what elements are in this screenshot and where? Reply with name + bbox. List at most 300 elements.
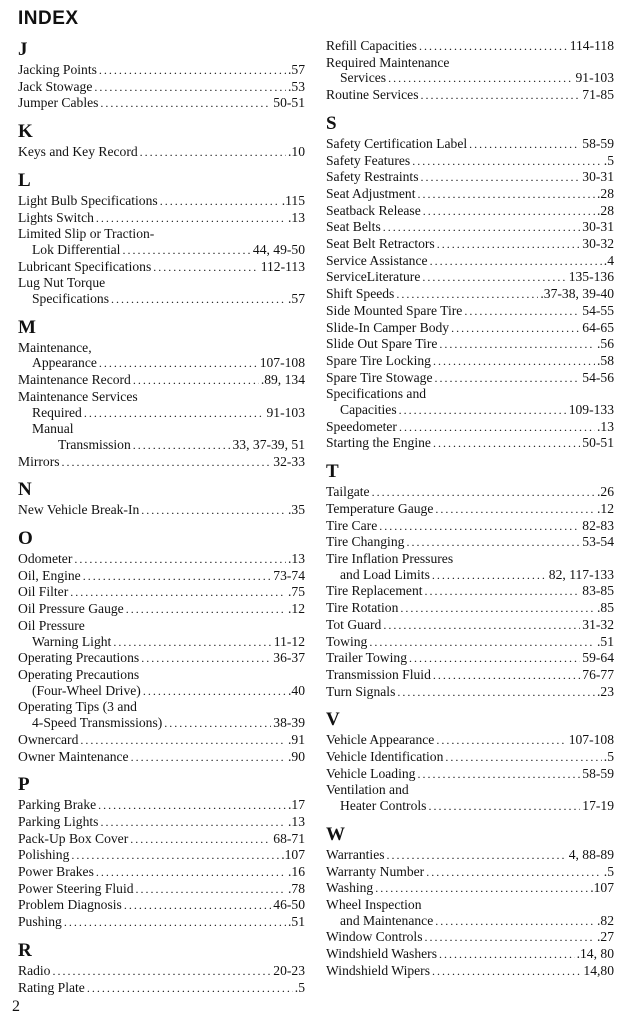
leader-dots [83,569,272,585]
index-entry [326,55,614,71]
entry-page-ref: .58 [597,352,614,368]
section-letter: K [18,121,33,143]
leader-dots [62,455,272,471]
entry-topic: Warranty Number [326,863,425,879]
leader-dots [433,668,580,684]
entry-page-ref: .51 [288,914,305,930]
entry-topic: Operating Precautions [18,650,140,666]
index-entry [326,320,614,337]
index-entry [326,782,614,798]
entry-topic: Lubricant Specifications [18,258,152,274]
entry-page-ref: 46-50 [273,897,305,913]
index-entry [326,353,614,370]
leader-dots [439,337,595,353]
section-letter: W [326,823,345,845]
entry-topic: Washing [326,880,374,896]
index-entry [326,169,614,186]
index-entry [18,226,305,242]
leader-dots [399,420,595,436]
index-entry [18,193,305,210]
entry-page-ref: 50-51 [582,435,614,451]
index-entry [326,370,614,387]
leader-dots [436,733,566,749]
leader-dots [52,964,271,980]
index-entry [326,946,614,963]
entry-topic: Wheel Inspection [326,896,422,912]
leader-dots [113,635,271,651]
entry-page-ref: .14, 80 [576,946,614,962]
leader-dots [143,684,286,700]
entry-topic: Tailgate [326,484,370,500]
entry-page-ref: .5 [603,152,614,168]
index-entry [18,814,305,831]
leader-dots [435,502,595,518]
entry-topic: Oil Pressure [18,617,85,633]
entry-topic: Maintenance Record [18,372,131,388]
leader-dots [437,237,581,253]
index-entry [18,584,305,601]
entry-topic: Maintenance, [18,339,92,355]
leader-dots [425,930,596,946]
entry-page-ref: 112-113 [260,258,305,274]
index-entry [18,551,305,568]
entry-topic: Appearance [32,355,97,371]
index-entry [326,419,614,436]
entry-topic: Specifications and [326,386,427,402]
entry-page-ref: 20-23 [273,962,305,978]
index-entry [326,913,614,930]
entry-page-ref: .35 [288,502,305,518]
index-entry [326,583,614,600]
index-entry [18,897,305,914]
entry-page-ref: .57 [288,291,305,307]
entry-topic: Manual [32,421,74,437]
leader-dots [421,88,581,104]
leader-dots [379,519,580,535]
index-entry [18,667,305,683]
index-entry [18,881,305,898]
leader-dots [96,211,286,227]
index-entry [326,749,614,766]
index-entry [326,963,614,980]
index-entry [18,421,305,437]
entry-page-ref: .5 [603,863,614,879]
entry-topic: Seat Adjustment [326,185,416,201]
leader-dots [70,585,286,601]
index-entry [18,980,305,997]
entry-topic: Service Assistance [326,252,428,268]
index-entry [326,303,614,320]
index-section [18,169,305,308]
entry-page-ref: 11-12 [273,633,305,649]
entry-page-ref: 50-51 [273,95,305,111]
index-entry [18,340,305,356]
leader-dots [100,96,271,112]
leader-dots [399,403,567,419]
index-entry [326,219,614,236]
index-entry [326,236,614,253]
entry-page-ref: .40 [288,682,305,698]
index-section [18,120,305,161]
leader-dots [400,601,595,617]
leader-dots [421,170,581,186]
section-letter: N [18,479,32,501]
entry-page-ref: .4 [603,252,614,268]
index-entry [18,210,305,227]
entry-topic: Windshield Washers [326,946,437,962]
entry-page-ref: .37-38, 39-40 [540,286,614,302]
entry-page-ref: 82, 117-133 [548,566,614,582]
entry-page-ref: 30-31 [582,169,614,185]
entry-topic: Vehicle Identification [326,749,444,765]
entry-page-ref: .75 [288,584,305,600]
index-column-right [326,38,614,987]
entry-page-ref: 54-55 [582,302,614,318]
entry-topic: Tire Changing [326,534,405,550]
entry-topic: Routine Services [326,87,419,103]
entry-page-ref: 91-103 [266,404,305,420]
entry-page-ref: 135-136 [568,269,614,285]
index-entry [326,551,614,567]
leader-dots [432,568,547,584]
entry-page-ref: .23 [597,683,614,699]
entry-page-ref: 76-77 [582,666,614,682]
index-entry [326,929,614,946]
index-entry [326,186,614,203]
index-entry [18,291,305,308]
leader-dots [74,552,286,568]
entry-page-ref: .13 [288,551,305,567]
entry-topic: Parking Brake [18,797,97,813]
entry-topic: Warranties [326,846,385,862]
entry-page-ref: 54-56 [582,369,614,385]
leader-dots [369,635,595,651]
index-entry [326,501,614,518]
entry-topic: Spare Tire Locking [326,352,431,368]
leader-dots [375,881,588,897]
entry-topic: Tot Guard [326,616,382,632]
entry-topic: Operating Tips (3 and [18,699,137,715]
leader-dots [160,194,280,210]
entry-page-ref: 4, 88-89 [568,846,614,862]
entry-page-ref: 32-33 [273,453,305,469]
index-entry [18,259,305,276]
entry-topic: Lok Differential [32,241,121,257]
entry-topic: Limited Slip or Traction- [18,226,155,242]
entry-topic: Services [340,70,387,86]
index-entry [326,484,614,501]
index-entry [326,136,614,153]
index-entry [18,95,305,112]
entry-page-ref: .5 [294,979,305,995]
index-entry [326,634,614,651]
entry-page-ref: 44, 49-50 [252,241,305,257]
leader-dots [432,964,581,980]
index-entry [18,963,305,980]
entry-topic: Refill Capacities [326,38,417,53]
entry-topic: Side Mounted Spare Tire [326,302,463,318]
entry-page-ref: .115 [281,192,305,208]
entry-page-ref: .12 [288,601,305,617]
leader-dots [164,716,271,732]
entry-topic: Pushing [18,914,62,930]
leader-dots [387,848,567,864]
index-entry [18,864,305,881]
section-letter: S [326,112,337,134]
entry-topic: Oil Filter [18,584,69,600]
entry-page-ref: 109-133 [568,402,614,418]
index-entry [18,732,305,749]
entry-topic: Seatback Release [326,202,421,218]
index-entry [18,405,305,422]
page-number: 2 [12,998,20,1015]
index-entry [18,699,305,715]
entry-page-ref: .28 [597,185,614,201]
index-entry [18,797,305,814]
leader-dots [430,254,602,270]
entry-page-ref: 30-32 [582,236,614,252]
entry-page-ref: 58-59 [582,765,614,781]
leader-dots [131,750,286,766]
entry-topic: Spare Tire Stowage [326,369,433,385]
entry-page-ref: .13 [597,418,614,434]
index-entry [326,600,614,617]
leader-dots [130,832,271,848]
index-entry [18,275,305,291]
leader-dots [141,503,286,519]
entry-page-ref: .26 [597,484,614,500]
entry-topic: Keys and Key Record [18,144,138,160]
leader-dots [100,815,286,831]
entry-page-ref: 114-118 [569,38,614,53]
leader-dots [94,80,286,96]
index-entry [18,601,305,618]
entry-topic: Turn Signals [326,683,396,699]
leader-dots [126,602,286,618]
entry-page-ref: .91 [288,731,305,747]
entry-topic: Window Controls [326,929,423,945]
index-entry [326,269,614,286]
index-entry [326,650,614,667]
leader-dots [84,406,265,422]
entry-topic: Mirrors [18,453,60,469]
leader-dots [422,270,566,286]
entry-page-ref: 64-65 [582,319,614,335]
leader-dots [434,371,580,387]
index-entry [18,355,305,372]
entry-topic: Transmission [58,436,131,452]
leader-dots [425,584,581,600]
entry-topic: Odometer [18,551,73,567]
leader-dots [426,865,602,881]
leader-dots [141,651,271,667]
entry-topic: Seat Belt Retractors [326,236,435,252]
index-entry [18,568,305,585]
leader-dots [372,485,595,501]
entry-page-ref: .27 [597,929,614,945]
entry-topic: Tire Rotation [326,600,399,616]
index-entry [326,336,614,353]
index-entry [326,435,614,452]
index-section [326,708,614,815]
entry-page-ref: 59-64 [582,650,614,666]
entry-topic: Jack Stowage [18,78,93,94]
index-section [18,38,305,112]
entry-topic: Parking Lights [18,813,99,829]
index-entry [326,386,614,402]
entry-topic: Specifications [32,291,110,307]
index-section [326,112,614,452]
index-entry [326,253,614,270]
entry-topic: Warning Light [32,633,112,649]
entry-topic: Jacking Points [18,62,97,77]
leader-dots [71,848,279,864]
index-entry [18,847,305,864]
section-letter: M [18,316,36,338]
section-letter: T [326,461,339,483]
index-section [326,38,614,104]
entry-page-ref: .78 [288,880,305,896]
leader-dots [122,243,250,259]
index-entry [326,402,614,419]
entry-topic: Trailer Towing [326,650,407,666]
index-entry [18,831,305,848]
entry-topic: Shift Speeds [326,286,395,302]
index-entry [18,683,305,700]
leader-dots [98,798,286,814]
index-entry [18,715,305,732]
entry-page-ref: 71-85 [582,87,614,103]
index-entry [326,518,614,535]
entry-topic: Slide Out Spare Tire [326,336,438,352]
index-entry [18,749,305,766]
entry-topic: and Load Limits [340,566,430,582]
index-entry [18,502,305,519]
leader-dots [433,436,580,452]
entry-page-ref: 30-31 [582,219,614,235]
index-entry [326,864,614,881]
entry-page-ref: 82-83 [582,517,614,533]
entry-page-ref: .107 [281,847,305,863]
entry-topic: Tire Replacement [326,583,423,599]
section-letter: V [326,709,340,731]
entry-page-ref: .17 [288,797,305,813]
entry-topic: ServiceLiterature [326,269,421,285]
leader-dots [99,63,286,79]
entry-topic: Slide-In Camper Body [326,319,450,335]
entry-topic: Power Brakes [18,864,94,880]
leader-dots [464,304,580,320]
entry-topic: Windshield Wipers [326,962,430,978]
entry-topic: Tire Inflation Pressures [326,550,454,566]
entry-topic: (Four-Wheel Drive) [32,682,141,698]
leader-dots [133,373,259,389]
entry-page-ref: 17-19 [582,798,614,814]
section-letter: O [18,528,33,550]
index-section [18,316,305,471]
entry-topic: Starting the Engine [326,435,431,451]
index-entry [18,242,305,259]
entry-page-ref: .107 [590,880,614,896]
entry-page-ref: 36-37 [273,650,305,666]
leader-dots [406,535,580,551]
index-entry [326,286,614,303]
section-letter: J [18,39,28,60]
entry-page-ref: .89, 134 [260,372,305,388]
entry-topic: Vehicle Appearance [326,732,435,748]
entry-page-ref: 31-32 [582,616,614,632]
entry-topic: Oil Pressure Gauge [18,601,124,617]
entry-topic: Heater Controls [340,798,427,814]
index-entry [326,87,614,104]
index-entry [326,897,614,913]
leader-dots [433,354,595,370]
entry-page-ref: .13 [288,813,305,829]
leader-dots [124,898,271,914]
entry-page-ref: .57 [288,62,305,77]
entry-topic: Safety Certification Label [326,135,468,151]
entry-page-ref: 83-85 [582,583,614,599]
leader-dots [99,356,258,372]
entry-topic: Problem Diagnosis [18,897,122,913]
index-entry [326,203,614,220]
leader-dots [153,260,258,276]
entry-page-ref: .85 [597,600,614,616]
entry-topic: Maintenance Services [18,388,138,404]
entry-topic: Safety Restraints [326,169,419,185]
entry-topic: Oil, Engine [18,567,81,583]
entry-topic: Seat Belts [326,219,381,235]
section-letter: L [18,169,31,191]
entry-page-ref: 91-103 [575,70,614,86]
entry-topic: Towing [326,633,368,649]
entry-page-ref: .13 [288,209,305,225]
leader-dots [423,204,595,220]
leader-dots [451,321,580,337]
index-entry [326,153,614,170]
entry-topic: Radio [18,962,51,978]
index-entry [18,437,305,454]
leader-dots [469,137,580,153]
entry-page-ref: .53 [288,78,305,94]
entry-topic: Rating Plate [18,979,85,995]
entry-topic: Lug Nut Torque [18,275,106,291]
entry-topic: New Vehicle Break-In [18,502,140,518]
index-entry [18,144,305,161]
index-entry [18,618,305,634]
entry-topic: Required [32,404,82,420]
leader-dots [140,145,286,161]
index-entry [326,684,614,701]
entry-page-ref: .12 [597,500,614,516]
leader-dots [136,882,286,898]
entry-topic: Power Steering Fluid [18,880,134,896]
entry-topic: Ventilation and [326,782,409,798]
index-entry [18,389,305,405]
leader-dots [111,292,286,308]
entry-topic: Capacities [340,402,397,418]
leader-dots [80,733,286,749]
page-title: INDEX [18,8,79,29]
entry-page-ref: .90 [288,748,305,764]
index-entry [18,914,305,931]
index-entry [18,634,305,651]
leader-dots [96,865,286,881]
index-entry [18,372,305,389]
index-entry [326,847,614,864]
entry-topic: Polishing [18,847,70,863]
entry-page-ref: .82 [597,912,614,928]
